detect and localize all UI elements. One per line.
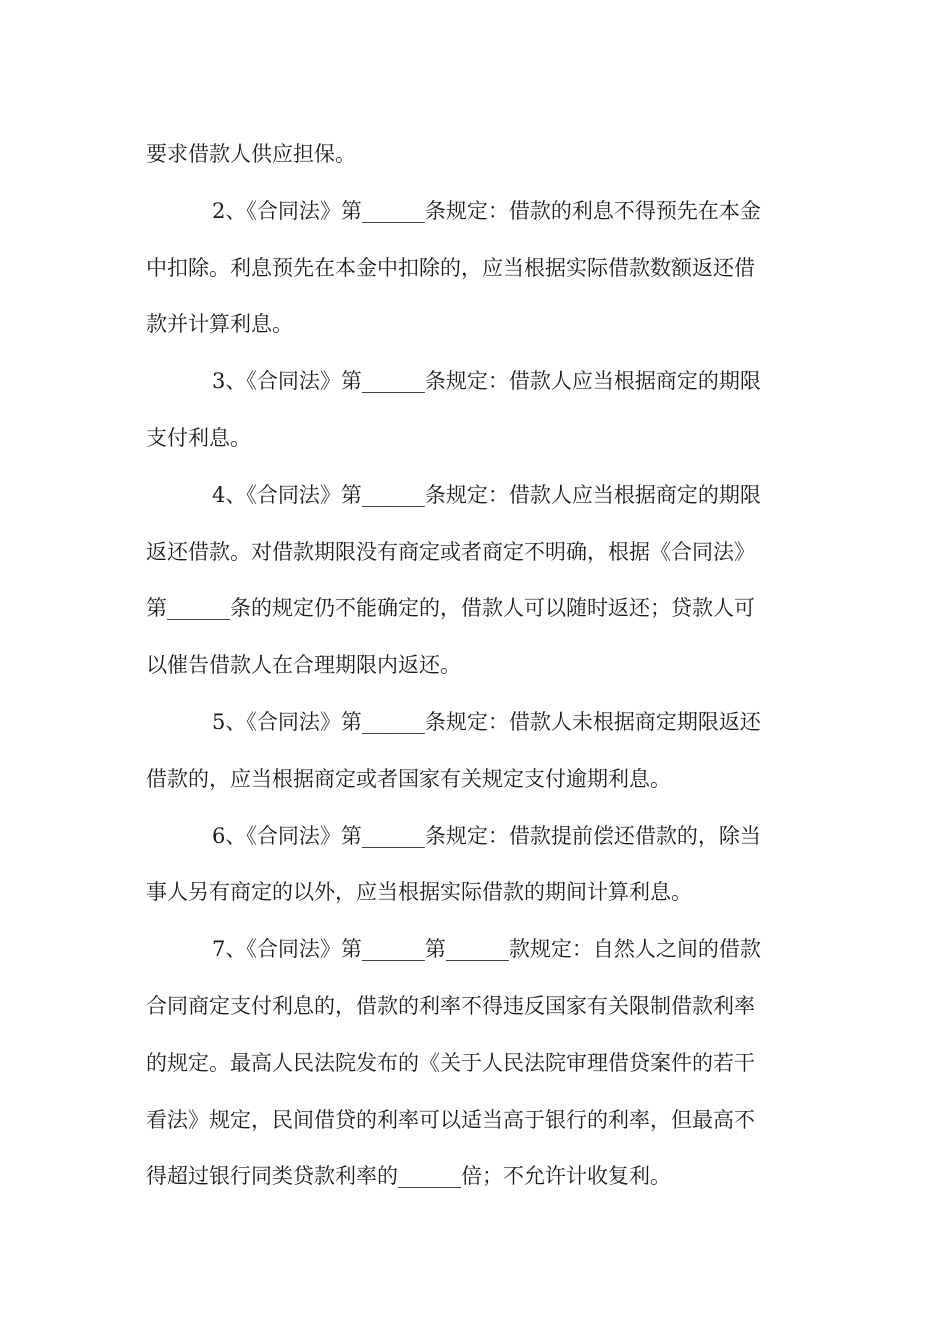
text-line: 第______条的规定仍不能确定的，借款人可以随时返还；贷款人可: [146, 596, 755, 621]
text-line: 借款的，应当根据商定或者国家有关规定支付逾期利息。: [146, 766, 671, 791]
paragraph-item-7: [146, 921, 806, 1205]
text-line: 5、《合同法》第______条规定：借款人未根据商定期限返还: [212, 709, 761, 734]
paragraph-item-3: [146, 353, 806, 467]
text-line: 要求借款人供应担保。: [146, 142, 356, 166]
text-line: 中扣除。利息预先在本金中扣除的，应当根据实际借款数额返还借: [146, 255, 755, 280]
text-line: 款并计算利息。: [146, 312, 293, 337]
document-body: [146, 126, 806, 1205]
text-line: 看法》规定，民间借贷的利率可以适当高于银行的利率，但最高不: [146, 1107, 755, 1132]
text-line: 返还借款。对借款期限没有商定或者商定不明确，根据《合同法》: [146, 539, 755, 564]
text-line: 以催告借款人在合理期限内返还。: [146, 653, 461, 678]
paragraph-item-4: [146, 467, 806, 694]
paragraph-item-6: [146, 808, 806, 922]
text-line: 的规定。最高人民法院发布的《关于人民法院审理借贷案件的若干: [146, 1050, 755, 1075]
text-line: 支付利息。: [146, 425, 251, 450]
text-line: 2、《合同法》第______条规定：借款的利息不得预先在本金: [212, 198, 761, 223]
text-line: 合同商定支付利息的，借款的利率不得违反国家有关限制借款利率: [146, 993, 755, 1018]
text-line: 7、《合同法》第______第______款规定：自然人之间的借款: [212, 937, 761, 962]
text-line: 3、《合同法》第______条规定：借款人应当根据商定的期限: [212, 369, 761, 394]
text-line: 得超过银行同类贷款利率的______倍；不允许计收复利。: [146, 1164, 671, 1189]
text-line: 事人另有商定的以外，应当根据实际借款的期间计算利息。: [146, 880, 692, 905]
text-line: 6、《合同法》第______条规定：借款提前偿还借款的，除当: [212, 823, 761, 848]
text-line: 4、《合同法》第______条规定：借款人应当根据商定的期限: [212, 482, 761, 507]
paragraph-item-5: [146, 694, 806, 808]
paragraph-item-2: [146, 183, 806, 353]
paragraph-continuation: [146, 126, 806, 183]
